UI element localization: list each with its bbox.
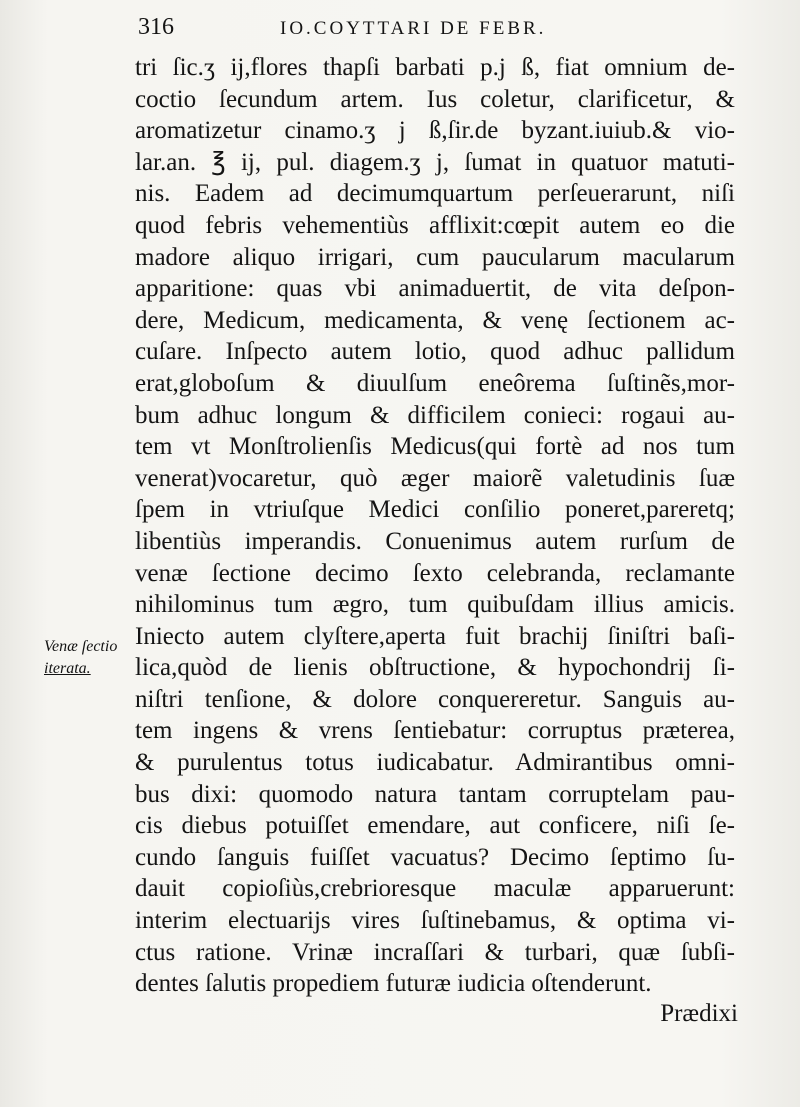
text-line: erat,globoſum & diuulſum eneôrema ſuſtinẽs,mor- [135,369,735,397]
running-title: IO.COYTTARI DE FEBR. [280,18,547,39]
text-line: tem ingens & vrens ſentiebatur: corruptus præterea, [135,717,735,745]
text-line: dere, Medicum, medicamenta, & venę ſectionem ac- [135,306,735,334]
margin-note [44,636,117,680]
text-line: cuſare. Inſpecto autem lotio, quod adhuc pallidum [135,338,735,366]
text-line: venæ ſectione decimo ſexto celebranda, reclamante [135,559,735,587]
text-line: ctus ratione. Vrinæ incraſſari & turbari, quæ ſubſi- [135,938,735,966]
text-line: apparitione: quas vbi animaduertit, de vita deſpon- [135,275,735,303]
text-line: cundo ſanguis fuiſſet vacuatus? Decimo ſeptimo ſu- [135,843,735,871]
text-line: tem vt Monſtrolienſis Medicus(qui fortè ad nos tum [135,433,735,461]
text-line: madore aliquo irrigari, cum paucularum macularum [135,243,735,271]
text-line: bum adhuc longum & difficilem conieci: rogaui au- [135,401,735,429]
text-line: & purulentus totus iudicabatur. Admirantibus omni- [135,749,735,777]
text-line: niſtri tenſione, & dolore conquereretur. Sanguis au- [135,685,735,713]
text-line: lar.an. ℥ ij, pul. diagem.ʒ j, ſumat in quatuor matuti- [135,148,735,176]
text-line: nis. Eadem ad decimumquartum perſeuerarunt, niſi [135,180,735,208]
page-header [138,10,658,44]
text-line: coctio ſecundum artem. Ius coletur, clarificetur, & [135,85,735,113]
text-line: bus dixi: quomodo natura tantam corruptelam pau- [135,780,735,808]
margin-note-line: iterata. [44,660,91,677]
text-line: quod febris vehementiùs afflixit:cœpit autem eo die [135,211,735,239]
text-line: ſpem in vtriuſque Medici conſilio poneret,pareretq; [135,496,735,524]
text-line: lica,quòd de lienis obſtructione, & hypochondrij ſi- [135,654,735,682]
text-line: dauit copioſiùs,crebrioresque maculæ apparuerunt: [135,875,735,903]
text-line: cis diebus potuiſſet emendare, aut conficere, niſi ſe- [135,812,735,840]
text-line: interim electuarijs vires ſuſtinebamus, & optima vi- [135,907,735,935]
text-line: dentes ſalutis propediem futuræ iudicia oſtenderunt. [135,970,652,998]
text-line: venerat)vocaretur, quò æger maiorẽ valetudinis ſuæ [135,464,735,492]
catchword: Prædixi [660,1000,738,1027]
text-line: tri ſic.ʒ ij,flores thapſi barbati p.j ß, fiat omnium de- [135,54,735,81]
text-line: nihilominus tum ægro, tum quibuſdam illius amicis. [135,591,735,619]
body-text [135,52,735,1000]
text-line: libentiùs imperandis. Conuenimus autem rurſum de [135,527,735,555]
text-line: Iniecto autem clyſtere,aperta fuit brachij ſiniſtri baſi- [135,622,735,650]
margin-note-line: Venæ ſectio [44,638,118,655]
text-line: aromatizetur cinamo.ʒ j ß,ſir.de byzant.iuiub.& vio- [135,117,735,145]
page-number: 316 [138,14,174,40]
